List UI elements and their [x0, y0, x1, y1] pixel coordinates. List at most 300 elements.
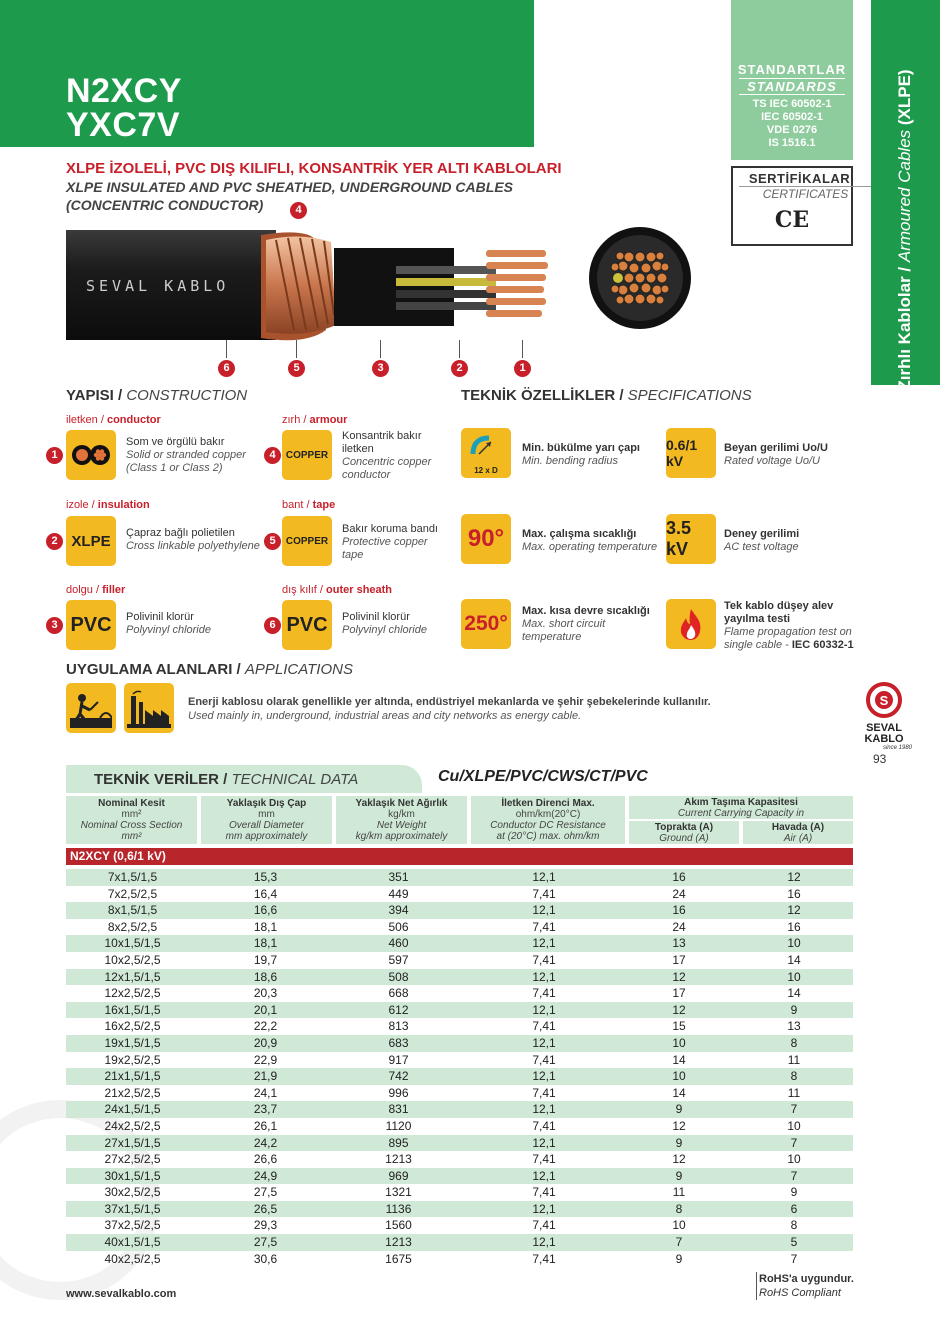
cell-weight: 1675: [385, 1251, 412, 1266]
cell-diameter: 23,7: [253, 1102, 278, 1117]
cell-ground: 9: [675, 1251, 683, 1266]
cell-weight: 1120: [385, 1118, 412, 1133]
category-filler: [66, 584, 125, 596]
table-row: [66, 1035, 853, 1052]
header-en: Conductor DC Resistance: [490, 820, 606, 831]
rated-voltage-box: 0.6/1 kV: [666, 428, 716, 478]
cell-section: 16x1,5/1,5: [104, 1002, 161, 1017]
cell-weight: 351: [388, 870, 409, 884]
category-insulation: [66, 499, 150, 511]
cell-section: 30x2,5/2,5: [104, 1185, 161, 1200]
header-tr: Yaklaşık Net Ağırlık: [355, 798, 448, 809]
cell-weight: 996: [388, 1085, 409, 1100]
cell-resistance: 12,1: [532, 1102, 556, 1117]
cell-air: 7: [790, 1251, 798, 1266]
bending-desc: [522, 442, 662, 468]
cell-ground: 16: [672, 870, 686, 884]
table-row: [66, 1135, 853, 1152]
table-row: [66, 969, 853, 986]
leader-line: [522, 340, 523, 358]
cell-section: 12x2,5/2,5: [104, 986, 161, 1001]
desc-en-2: (Class 1 or Class 2): [126, 462, 223, 474]
category-en: armour: [309, 414, 348, 426]
desc-tr: Tek kablo düşey alev yayılma testi: [724, 600, 834, 625]
cell-diameter: 24,2: [253, 1135, 278, 1150]
desc-tr: Max. çalışma sıcaklığı: [522, 528, 637, 540]
cell-air: 12: [787, 870, 801, 884]
header-overall-diameter: [201, 796, 332, 844]
cell-resistance: 7,41: [532, 1218, 556, 1233]
table-row: [66, 952, 853, 969]
ce-mark-icon: CE: [774, 207, 810, 233]
desc-tr: Polivinil klorür: [342, 611, 410, 623]
leader-line: [380, 340, 381, 358]
category-conductor: [66, 414, 161, 426]
table-row: [66, 1234, 853, 1251]
logo-name-1: SEVAL: [866, 722, 902, 734]
website-url[interactable]: www.sevalkablo.com: [66, 1288, 177, 1300]
subtitle-en-1: XLPE INSULATED AND PVC SHEATHED, UNDERGROUND CABLES: [66, 179, 513, 195]
desc-tr: Som ve örgülü bakır: [126, 436, 225, 448]
certificates-title-tr: SERTİFİKALAR: [748, 171, 851, 186]
certificates-title-en: CERTIFICATES: [739, 186, 872, 201]
cell-ground: 7: [675, 1235, 683, 1250]
cell-air: 12: [787, 903, 801, 918]
cell-weight: 508: [388, 969, 409, 984]
cell-section: 37x1,5/1,5: [104, 1201, 161, 1216]
desc-en-1: Cross linkable polyethylene: [126, 540, 260, 552]
cell-air: 10: [787, 1118, 801, 1133]
leader-line: [226, 340, 227, 358]
cell-section: 8x2,5/2,5: [107, 919, 158, 934]
table-row: [66, 1118, 853, 1135]
desc-en-1: Rated voltage Uo/U: [724, 455, 820, 467]
desc-en-1: Max. short circuit: [522, 618, 606, 630]
cell-air: 13: [787, 1019, 801, 1034]
cell-resistance: 7,41: [532, 1052, 556, 1067]
cell-resistance: 12,1: [532, 1168, 556, 1183]
desc-tr: Max. kısa devre sıcaklığı: [522, 605, 650, 617]
bending-radius-icon: [461, 428, 511, 478]
table-row: [66, 902, 853, 919]
operating-temp-box: 90°: [461, 514, 511, 564]
test-voltage-desc: [724, 528, 864, 554]
cell-resistance: 7,41: [532, 1085, 556, 1100]
cable-illustration: [66, 220, 566, 360]
table-row: [66, 1168, 853, 1185]
cell-diameter: 16,4: [253, 886, 278, 901]
header-unit: ohm/km(20°C): [515, 809, 581, 820]
cell-diameter: 24,9: [253, 1168, 278, 1183]
rohs-note: [756, 1272, 854, 1300]
cell-resistance: 7,41: [532, 986, 556, 1001]
insulation-desc: [126, 527, 271, 553]
cell-resistance: 7,41: [532, 886, 556, 901]
header-current-capacity: [629, 796, 853, 819]
cable-print-text: SEVAL KABLO: [86, 277, 230, 295]
cell-section: 30x1,5/1,5: [104, 1168, 161, 1183]
cell-air: 6: [790, 1201, 798, 1216]
outer-sheath-desc: [342, 611, 462, 637]
desc-tr: Min. bükülme yarı çapı: [522, 442, 640, 454]
desc-en-1: Concentric copper: [342, 456, 432, 468]
cable-construction-code: Cu/XLPE/PVC/CWS/CT/PVC: [438, 768, 648, 785]
cell-diameter: 29,3: [253, 1218, 278, 1233]
category-tr: bant /: [282, 499, 313, 511]
cell-ground: 16: [672, 903, 686, 918]
test-voltage-box: 3.5 kV: [666, 514, 716, 564]
category-outer-sheath: [282, 584, 392, 596]
specifications-heading: [461, 387, 752, 404]
cell-weight: 969: [388, 1168, 409, 1183]
flame-icon: [666, 599, 716, 649]
cell-section: 37x2,5/2,5: [104, 1218, 161, 1233]
item-number: 3: [46, 617, 63, 634]
cell-diameter: 22,9: [253, 1052, 278, 1067]
table-row: [66, 1002, 853, 1019]
applications-tr: Enerji kablosu olarak genellikle yer altında, endüstriyel mekanlarda ve şehir şebekelerinde kullanılır.: [188, 696, 711, 708]
cell-air: 7: [790, 1135, 798, 1150]
cell-air: 11: [787, 1052, 801, 1067]
cell-diameter: 20,9: [253, 1035, 278, 1050]
title-line1: N2XCY: [66, 72, 182, 110]
cell-resistance: 7,41: [532, 1118, 556, 1133]
category-en: filler: [102, 584, 126, 596]
cell-weight: 1213: [385, 1152, 412, 1167]
marker-1: 1: [514, 360, 531, 377]
header-en: Ground (A): [659, 833, 709, 844]
table-row: [66, 1052, 853, 1069]
category-tape: [282, 499, 335, 511]
conductor-icon: [66, 430, 116, 480]
cell-section: 24x1,5/1,5: [104, 1102, 161, 1117]
leader-line: [296, 340, 297, 358]
cell-weight: 460: [388, 936, 409, 951]
cell-diameter: 26,5: [253, 1201, 278, 1216]
header-en-unit: mm²: [121, 831, 142, 842]
desc-en-2: temperature: [522, 631, 582, 643]
cell-resistance: 7,41: [532, 952, 556, 967]
table-row: [66, 1101, 853, 1118]
table-row: [66, 1251, 853, 1268]
header-unit: mm: [258, 809, 275, 820]
tab-tr: TEKNİK VERİLER /: [94, 771, 232, 788]
marker-3: 3: [372, 360, 389, 377]
header-tr: Nominal Kesit: [98, 798, 165, 809]
item-number: 6: [264, 617, 281, 634]
header-en: Net Weight: [376, 820, 427, 831]
cell-ground: 15: [672, 1019, 686, 1034]
desc-tr: Bakır koruma bandı: [342, 523, 438, 535]
desc-en-2: conductor: [342, 469, 391, 481]
cell-weight: 1136: [385, 1201, 412, 1216]
header-net-weight: [336, 796, 467, 844]
category-en: conductor: [106, 414, 161, 426]
leader-line: [459, 340, 460, 358]
item-number: 4: [264, 447, 281, 464]
table-row: [66, 1018, 853, 1035]
cell-section: 19x2,5/2,5: [104, 1052, 161, 1067]
logo-letter: S: [879, 693, 889, 708]
applications-heading: [66, 661, 353, 678]
armour-box: COPPER: [282, 430, 332, 480]
cell-section: 24x2,5/2,5: [104, 1118, 161, 1133]
cell-section: 16x2,5/2,5: [104, 1019, 161, 1034]
cell-resistance: 12,1: [532, 870, 556, 884]
category-en: tape: [312, 499, 336, 511]
subtitle-en-2: (CONCENTRIC CONDUCTOR): [66, 197, 264, 213]
cell-diameter: 27,5: [253, 1235, 278, 1250]
desc-tr: Konsantrik bakır iletken: [342, 430, 422, 455]
cell-ground: 12: [672, 969, 686, 984]
cell-diameter: 22,2: [253, 1019, 278, 1034]
category-en: outer sheath: [326, 584, 393, 596]
construction-heading-en: CONSTRUCTION: [126, 387, 248, 404]
bending-label: 12 x D: [474, 466, 498, 475]
header-nominal-section: [66, 796, 197, 844]
cell-diameter: 18,1: [253, 919, 278, 934]
cell-section: 19x1,5/1,5: [104, 1035, 161, 1050]
cell-air: 14: [787, 952, 801, 967]
cell-weight: 1321: [385, 1185, 412, 1200]
rohs-en: RoHS Compliant: [759, 1287, 841, 1299]
cell-section: 21x2,5/2,5: [104, 1085, 161, 1100]
cell-resistance: 12,1: [532, 1135, 556, 1150]
cell-air: 5: [790, 1235, 798, 1250]
cell-weight: 1560: [385, 1218, 412, 1233]
standards-title-en: STANDARDS: [739, 78, 845, 95]
desc-en-1: Solid or stranded copper: [126, 449, 246, 461]
side-label-en: Armoured Cables: [895, 129, 914, 263]
marker-6: 6: [218, 360, 235, 377]
cell-ground: 12: [672, 1002, 686, 1017]
marker-2: 2: [451, 360, 468, 377]
cell-section: 27x2,5/2,5: [104, 1152, 161, 1167]
cell-section: 40x1,5/1,5: [104, 1235, 161, 1250]
cell-ground: 10: [672, 1218, 686, 1233]
insulation-box: XLPE: [66, 516, 116, 566]
desc-en-1: Polyvinyl chloride: [342, 624, 427, 636]
cell-diameter: 18,6: [253, 969, 278, 984]
table-row: [66, 1217, 853, 1234]
table-row: [66, 985, 853, 1002]
underground-work-icon: [66, 683, 116, 733]
logo-name-2: KABLO: [864, 733, 904, 745]
header-en: Air (A): [783, 833, 813, 844]
cell-ground: 9: [675, 1168, 683, 1183]
armour-desc: [342, 430, 452, 482]
cell-air: 16: [787, 886, 801, 901]
cell-resistance: 12,1: [532, 1002, 556, 1017]
cell-air: 8: [790, 1035, 798, 1050]
desc-en-2: [724, 639, 864, 652]
table-row: [66, 1068, 853, 1085]
item-number: 1: [46, 447, 63, 464]
cell-diameter: 15,3: [253, 870, 278, 884]
standards-title-tr: STANDARTLAR: [737, 62, 847, 77]
applications-heading-tr: UYGULAMA ALANLARI /: [66, 661, 245, 678]
desc-en-1: AC test voltage: [724, 541, 799, 553]
seval-kablo-logo: [856, 682, 912, 751]
cell-weight: 813: [388, 1019, 409, 1034]
cell-diameter: 27,5: [253, 1185, 278, 1200]
cell-resistance: 7,41: [532, 1185, 556, 1200]
cell-air: 7: [790, 1168, 798, 1183]
cell-weight: 742: [388, 1069, 409, 1084]
cell-weight: 831: [388, 1102, 409, 1117]
cell-section: 7x1,5/1,5: [107, 870, 158, 884]
desc-en-1: Polyvinyl chloride: [126, 624, 211, 636]
cell-weight: 506: [388, 919, 409, 934]
table-row: [66, 1085, 853, 1102]
cell-ground: 10: [672, 1069, 686, 1084]
category-armour: [282, 414, 347, 426]
header-en: Nominal Cross Section: [80, 820, 183, 831]
standard-item: IS 1516.1: [768, 137, 816, 149]
cell-diameter: 20,3: [253, 986, 278, 1001]
cell-resistance: 7,41: [532, 1251, 556, 1266]
short-circuit-temp-box: 250°: [461, 599, 511, 649]
operating-temp-desc: [522, 528, 667, 554]
rohs-tr: RoHS'a uygundur.: [759, 1273, 854, 1285]
cell-ground: 24: [672, 919, 686, 934]
cell-weight: 597: [388, 952, 409, 967]
cell-ground: 17: [672, 986, 686, 1001]
item-number: 2: [46, 533, 63, 550]
cell-weight: 612: [388, 1002, 409, 1017]
subtitle-tr: XLPE İZOLELİ, PVC DIŞ KILIFLI, KONSANTRİK YER ALTI KABLOLARI: [66, 160, 562, 177]
header-dc-resistance: [471, 796, 625, 844]
desc-tr: Polivinil klorür: [126, 611, 194, 623]
header-en: Current Carrying Capacity in: [677, 808, 805, 819]
header-tr: İletken Direnci Max.: [501, 798, 595, 809]
cell-diameter: 21,9: [253, 1069, 278, 1084]
page-number: 93: [873, 752, 887, 766]
desc-en-2a: single cable -: [724, 639, 792, 651]
product-title: [66, 74, 182, 142]
category-en: insulation: [97, 499, 150, 511]
desc-en-2: tape: [342, 549, 364, 561]
cell-ground: 14: [672, 1052, 686, 1067]
certificates-box: [731, 166, 853, 246]
title-line2: YXC7V: [66, 106, 180, 144]
cell-ground: 11: [672, 1185, 686, 1200]
cell-resistance: 7,41: [532, 1019, 556, 1034]
cell-ground: 12: [672, 1152, 686, 1167]
filler-box: PVC: [66, 600, 116, 650]
tape-box: COPPER: [282, 516, 332, 566]
tape-desc: [342, 523, 452, 562]
table-row: [66, 919, 853, 936]
rated-voltage-desc: [724, 442, 864, 468]
header-tr: Toprakta (A): [654, 822, 714, 833]
table-row: [66, 1201, 853, 1218]
standards-box: [731, 0, 853, 160]
category-tr: zırh /: [282, 414, 310, 426]
table-row: [66, 869, 853, 886]
cell-ground: 10: [672, 1035, 686, 1050]
cell-air: 11: [787, 1085, 801, 1100]
cell-ground: 9: [675, 1135, 683, 1150]
header-unit: mm²: [121, 809, 142, 820]
cell-ground: 14: [672, 1085, 686, 1100]
table-row: [66, 1151, 853, 1168]
desc-en-1: Min. bending radius: [522, 455, 619, 467]
cell-weight: 683: [388, 1035, 409, 1050]
cable-cross-section: [588, 226, 692, 330]
cell-air: 9: [790, 1185, 798, 1200]
cell-air: 10: [787, 969, 801, 984]
applications-en: Used mainly in, underground, industrial areas and city networks as energy cable.: [188, 710, 582, 722]
header-en-unit: kg/km approximately: [355, 831, 448, 842]
cell-diameter: 26,1: [253, 1118, 278, 1133]
cell-air: 8: [790, 1218, 798, 1233]
cell-weight: 668: [388, 986, 409, 1001]
category-tr: dolgu /: [66, 584, 103, 596]
category-tr: iletken /: [66, 414, 107, 426]
side-category-label: [895, 69, 915, 390]
technical-data-tab: [66, 765, 422, 793]
table-row: [66, 1184, 853, 1201]
cell-section: 8x1,5/1,5: [107, 903, 158, 918]
tab-en: TECHNICAL DATA: [231, 771, 359, 788]
cell-section: 27x1,5/1,5: [104, 1135, 161, 1150]
category-tr: izole /: [66, 499, 98, 511]
outer-sheath-box: PVC: [282, 600, 332, 650]
cell-weight: 394: [388, 903, 409, 918]
product-subtitle: [66, 160, 562, 214]
marker-5: 5: [288, 360, 305, 377]
cell-section: 40x2,5/2,5: [104, 1251, 161, 1266]
cell-resistance: 12,1: [532, 1201, 556, 1216]
cell-resistance: 12,1: [532, 903, 556, 918]
short-circuit-desc: [522, 605, 662, 644]
cell-air: 8: [790, 1069, 798, 1084]
header-tr: Yaklaşık Dış Çap: [226, 798, 307, 809]
cell-resistance: 12,1: [532, 1235, 556, 1250]
cell-air: 14: [787, 986, 801, 1001]
cell-weight: 449: [388, 886, 409, 901]
cell-ground: 17: [672, 952, 686, 967]
cell-section: 7x2,5/2,5: [107, 886, 158, 901]
cell-resistance: 7,41: [532, 1152, 556, 1167]
cell-resistance: 12,1: [532, 969, 556, 984]
header-tr: Akım Taşıma Kapasitesi: [684, 797, 798, 808]
desc-en-1: Max. operating temperature: [522, 541, 658, 553]
cell-section: 10x1,5/1,5: [104, 936, 161, 951]
side-label-suffix: (XLPE): [895, 69, 914, 130]
cell-diameter: 30,6: [253, 1251, 278, 1266]
cell-weight: 1213: [385, 1235, 412, 1250]
header-ground: [629, 821, 739, 844]
cell-resistance: 7,41: [532, 919, 556, 934]
applications-heading-en: APPLICATIONS: [244, 661, 353, 678]
cell-air: 10: [787, 936, 801, 951]
cell-section: 10x2,5/2,5: [104, 952, 161, 967]
specifications-heading-en: SPECIFICATIONS: [627, 387, 752, 404]
standards-list: [731, 98, 853, 150]
side-label-tr: Zırhlı Kablolar /: [895, 262, 914, 391]
cell-air: 7: [790, 1102, 798, 1117]
cell-air: 10: [787, 1152, 801, 1167]
cell-ground: 8: [675, 1201, 683, 1216]
logo-since: since 1980: [882, 745, 912, 751]
filler-desc: [126, 611, 246, 637]
cell-resistance: 12,1: [532, 1035, 556, 1050]
standard-item: TS IEC 60502-1: [752, 98, 832, 110]
cell-diameter: 16,6: [253, 903, 278, 918]
header-en-unit: mm approximately: [225, 831, 308, 842]
